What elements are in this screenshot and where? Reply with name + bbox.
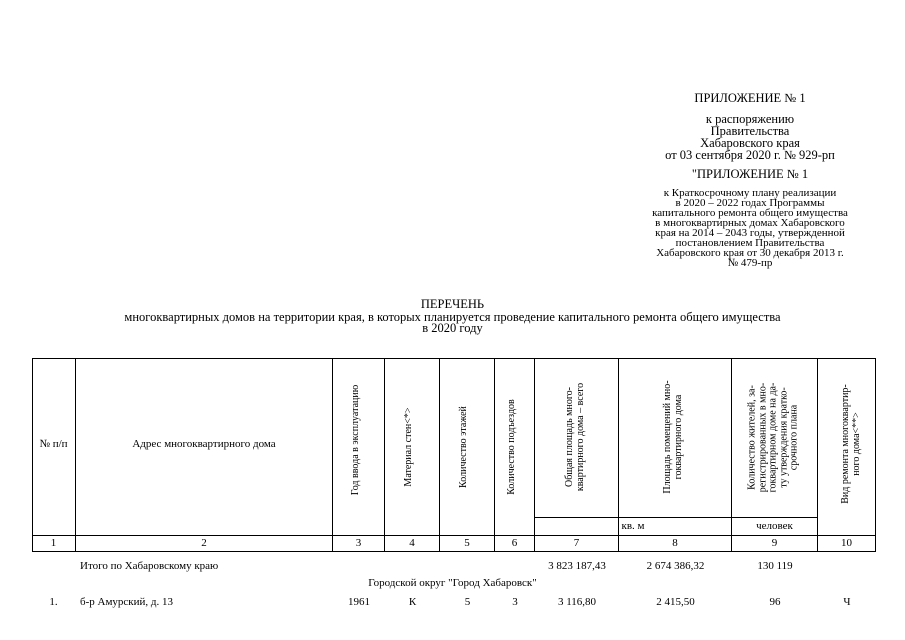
row-premises-area: 2 415,50 [656,596,695,608]
order-line-3: Хабаровского края [700,136,800,150]
appendix-title: ПРИЛОЖЕНИЕ № 1 [694,91,806,105]
header-address: Адрес многоквартирного дома [132,438,276,450]
order-line-2: Правительства [710,124,790,138]
header-material: Материал стен<*> [403,407,414,487]
plan-line-2: в 2020 – 2022 годах Программы [675,197,825,209]
header-repair-type: Вид ремонта многоквартир- ного дома<**> [840,384,862,504]
unit-area: кв. м [621,520,645,532]
col-num-5: 5 [464,537,470,549]
col-num-6: 6 [511,537,518,549]
row-total-area: 3 116,80 [557,596,597,608]
plan-line-3: капитального ремонта общего имущества [652,207,848,219]
plan-line-4: в многоквартирных домах Хабаровского [655,217,845,229]
plan-line-7: Хабаровского края от 30 декабря 2013 г. [656,247,844,259]
plan-line-1: к Краткосрочному плану реализации [663,187,837,199]
total-area-value: 3 823 187,43 [548,560,606,572]
order-line-4: от 03 сентября 2020 г. № 929-рп [665,148,835,162]
row-material: К [408,596,417,608]
header-entrances: Количество подъездов [506,399,517,495]
row-residents: 96 [769,596,781,608]
row-repair-type: Ч [843,596,851,608]
document-subtitle: многоквартирных домов на территории края, в которых планируется проведение капитального ремонта общего имущества [124,310,781,324]
plan-line-5: края на 2014 – 2043 годы, утвержденной [655,227,845,239]
houses-table [32,358,876,552]
col-num-1: 1 [50,537,57,549]
col-num-7: 7 [573,537,580,549]
total-label: Итого по Хабаровскому краю [80,560,219,572]
total-residents-value: 130 119 [757,560,793,572]
document-subtitle-year: в 2020 году [422,321,483,335]
unit-people: человек [756,520,793,532]
plan-line-8: № 479-пр [727,257,773,269]
header-floors: Количество этажей [458,406,469,488]
row-year: 1961 [348,596,370,608]
header-total-area: Общая площадь много- квартирного дома – всего [564,382,586,492]
col-num-2: 2 [201,537,207,549]
col-num-10: 10 [841,537,852,549]
plan-line-6: постановлением Правительства [675,237,825,249]
header-residents: Количество жителей, за- регистрированных в мно- гоквартирном доме на да- ту утверждения кратко- срочного плана [746,382,800,493]
col-num-8: 8 [672,537,678,549]
order-line-1: к распоряжению [705,112,795,126]
district-heading: Городской округ "Город Хабаровск" [368,577,537,589]
total-premises-value: 2 674 386,32 [646,560,705,572]
row-address: б-р Амурский, д. 13 [80,596,174,608]
col-num-9: 9 [771,537,778,549]
row-entrances: 3 [512,596,518,608]
appendix-title-2: "ПРИЛОЖЕНИЕ № 1 [691,167,809,181]
header-premises-area: Площадь помещений мно- гоквартирного дома [662,380,684,494]
row-floors: 5 [464,596,471,608]
header-num: № п/п [39,438,68,450]
header-year: Год ввода в эксплуатацию [350,384,361,496]
col-num-4: 4 [409,537,415,549]
document-title: ПЕРЕЧЕНЬ [420,297,485,311]
row-num: 1. [49,596,58,608]
col-num-3: 3 [355,537,362,549]
